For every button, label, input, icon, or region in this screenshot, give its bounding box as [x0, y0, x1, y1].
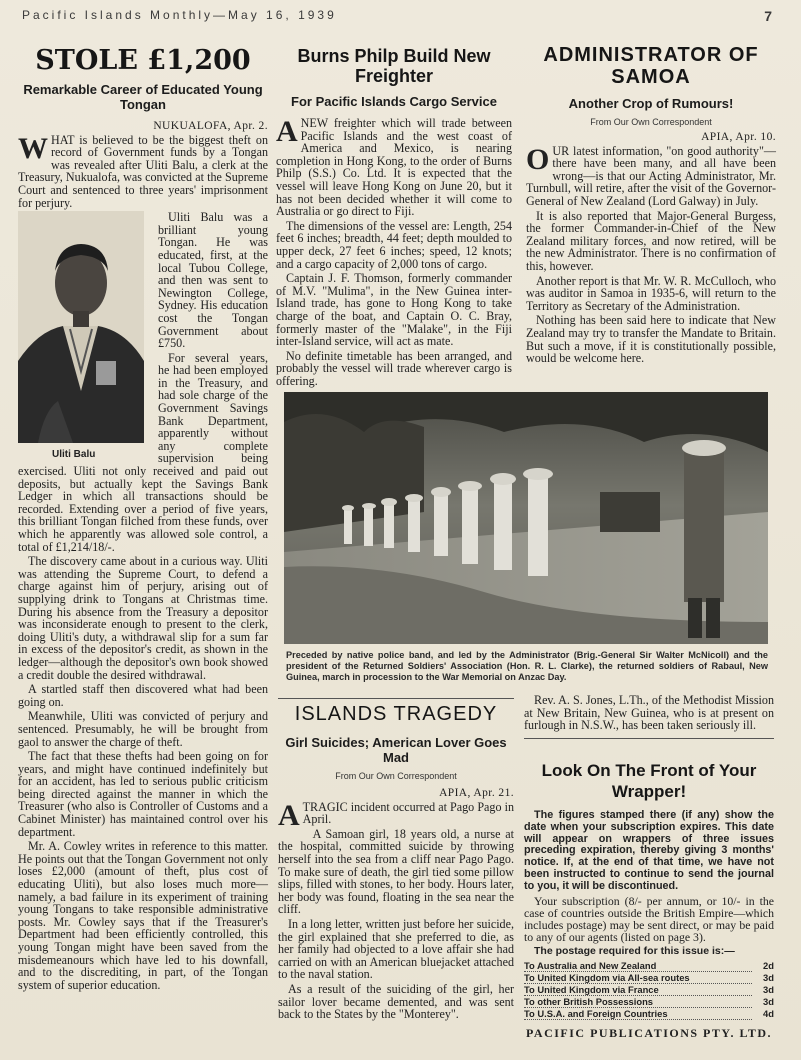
subhead-stole: Remarkable Career of Educated Young Tongan	[23, 82, 263, 112]
headline-islands-tragedy: ISLANDS TRAGEDY	[294, 703, 498, 725]
paragraph: Nothing has been said here to indicate that New Zealand may try to transfer the Mandate to Britain. But such a move, if it is constitutionally possible, would be welcome here.	[526, 313, 776, 366]
paragraph: The dimensions of the vessel are: Length, 254 feet 6 inches; breadth, 44 feet; depth moulded to upper deck, 27 feet 6 inches; speed, 12 knots; and a cargo capacity of 2,000 tons of cargo.	[276, 218, 512, 271]
page-number: 7	[764, 8, 772, 24]
postage-destination: To U.S.A. and Foreign Countries	[524, 1007, 752, 1019]
postage-row	[524, 1007, 774, 1019]
paragraph: A Samoan girl, 18 years old, a nurse at the hospital, committed suicide by throwing herself into the sea from a cliff near Pago Pago. To make sure of death, the girl tied some pillow slips, filled with stones, to her body. Hours later, her body was found, floating in the sea near the cliff.	[278, 826, 514, 917]
dateline-nukualofa: NUKUALOFA, Apr. 2.	[153, 120, 268, 132]
postage-destination: To United Kingdom via France	[524, 983, 752, 995]
paragraph: As a result of the suiciding of the girl, her sailor lover became demented, and was sent back to the States by the "Monterey".	[278, 981, 514, 1022]
postage-destination: To United Kingdom via All-sea routes	[524, 971, 752, 983]
dateline-apia: APIA, Apr. 21.	[439, 787, 514, 799]
subhead-administrator: Another Crop of Rumours!	[568, 96, 734, 111]
procession-image	[284, 392, 768, 644]
portrait-caption: Uliti Balu	[52, 448, 96, 460]
publisher-name: PACIFIC PUBLICATIONS PTY. LTD.	[525, 1025, 773, 1040]
photo-caption: Preceded by native police band, and led by the Administrator (Brig.-General Sir Walter McNicoll) and the president of the Returned Soldiers' Association (Hon. R. L. Clarke), the returned soldiers of Rabaul, New Guinea, march in procession to the War Memorial on Anzac Day.	[286, 650, 768, 682]
correspondent-credit: From Our Own Correspondent	[590, 117, 712, 127]
paragraph: The figures stamped there (if any) show the date when your subscription expires. This date will appear on wrappers of three issues preceding expiration, thereby giving 3 months' notice. If, at the end of that time, we have not been instructed to continue to send the journal to you, it will be discontinued.	[524, 809, 774, 892]
paragraph: For several years, he had been employed in the Treasury, and had sole charge of the Government Savings Bank Department, apparently without any complete supervision being exercised. Uliti not only received and paid out deposits, but actually kept the Savings Bank Ledger in which all transactions should be recorded. Extending over a period of five years, this brilliant Tongan filched from these funds, over which he apparently was allowed sole control, a total of £1,214/18/-.	[18, 350, 268, 554]
paragraph: The fact that these thefts had been going on for years, and might have continued indefinitely but for an accident, has led to serious public criticism being directed against the manner in which the Treasurer (who also is Controller of Customs and a Cabinet Minister) has maintained control over his department.	[18, 749, 268, 839]
postage-rate: 2d	[763, 959, 774, 971]
lead-paragraph: TRAGIC incident occurred at Pago Pago in April.	[302, 799, 514, 827]
divider	[524, 738, 774, 739]
postage-row	[524, 960, 774, 972]
subhead-burns-philp: For Pacific Islands Cargo Service	[291, 94, 497, 109]
postage-intro: The postage required for this issue is:—	[534, 945, 735, 958]
lead-paragraph: HAT is believed to be the biggest theft on record of Government funds by a Tongan was revealed after Uliti Balu, a clerk at the Treasury, Nukualofa, was convicted at the Supreme Court and sentenced to three years' imprisonment for perjury.	[18, 132, 268, 210]
postage-rate: 3d	[763, 995, 774, 1007]
paragraph: No definite timetable has been arranged, and probably the vessel will trade wherever cargo is offering.	[276, 348, 512, 388]
postage-row	[524, 983, 774, 995]
paragraph: Captain J. F. Thomson, formerly commander of M.V. "Mulima", in the New Guinea inter-Island trade, has gone to Hong Kong to take charge of the boat, and Captain O. C. Bray, formerly master of the "Malake", in the Fiji inter-Island service, will act as mate.	[276, 271, 512, 349]
lead-paragraph: NEW freighter which will trade between Pacific Islands and the west coast of America and Mexico, is nearing completion in Hong Kong, to the order of Burns Philp (S.S.) Co. Ltd. It is expected that the vessel will leave Hong Kong on June 20, but it has not been decided whether it will come to Australia or go direct to Fiji.	[276, 116, 512, 219]
postage-rate: 3d	[763, 971, 774, 983]
paragraph: Your subscription (8/- per annum, or 10/- in the case of countries outside the British Empire—which includes postage) may be sent direct, or may be paid to any of our agents (listed on page 3).	[524, 893, 774, 945]
paragraph: A startled staff then discovered what had been going on.	[18, 682, 268, 709]
postage-rate: 4d	[763, 1007, 774, 1019]
notice-wrapper	[524, 760, 774, 1041]
correspondent-credit: From Our Own Correspondent	[335, 771, 457, 781]
dropcap: W	[18, 131, 48, 165]
paragraph: Mr. A. Cowley writes in reference to this matter. He points out that the Tongan Government not only loses £2,000 (amount of theft, plus cost of educating Uliti), but also loses much more—namely, a bad failure in its experiment of training young Tongans to take responsible administrative posts. Mr. Cowley says that if the Treasurer's Department had been efficiently controlled, this young Tongan might have been saved from the misdemeanours which have led to his downfall, and to the discrediting, in part, of the Tongan system of superior education.	[18, 839, 268, 992]
postage-rate: 3d	[763, 983, 774, 995]
postage-row	[524, 971, 774, 983]
article-islands-tragedy	[278, 694, 514, 1023]
divider	[278, 698, 514, 699]
postage-table	[524, 960, 774, 1020]
portrait-uliti-balu	[18, 211, 152, 459]
paragraph: Meanwhile, Uliti was convicted of perjury and sentenced. Presumably, he will be brought from gaol to answer the charge of theft.	[18, 709, 268, 749]
headline-burns-philp: Burns Philp Build New Freighter	[297, 46, 491, 86]
paragraph: Another report is that Mr. W. R. McCulloch, who was auditor in Samoa in 1935-6, will return to the Territory as Secretary of the Administration.	[526, 273, 776, 313]
paragraph: It is also reported that Major-General Burgess, the former Commander-in-Chief of the New Zealand military forces, and now retired, will be the new Administrator. There is no confirmation of this, however.	[526, 208, 776, 273]
article-administrator	[526, 36, 776, 367]
subhead-islands-tragedy: Girl Suicides; American Lover Goes Mad	[285, 735, 507, 765]
portrait-photo	[18, 211, 144, 443]
running-head	[22, 8, 772, 30]
postage-destination: To Australia and New Zealand	[524, 960, 752, 972]
paragraph: In a long letter, written just before her suicide, the girl explained that she preferred to die, as her family had objected to a love affair she had carried on with an American bluejacket attached to the naval station.	[278, 916, 514, 982]
article-burns-philp	[276, 36, 512, 389]
dropcap: A	[278, 798, 300, 832]
lead-paragraph: UR latest information, "on good authority"—there have been many, and all have been wrong—is that our Acting Administrator, Mr. Turnbull, will retire, after the visit of the Governor-General of New Zealand (Lord Galway) in July.	[526, 143, 776, 208]
article-stole	[18, 36, 268, 993]
headline-wrapper: Look On The Front of Your Wrapper!	[541, 761, 757, 801]
anzac-procession-photo	[284, 392, 768, 644]
dropcap: O	[526, 142, 550, 176]
notice-rev-jones	[524, 694, 774, 743]
headline-stole: STOLE £1,200	[35, 45, 251, 76]
running-head-text: Pacific Islands Monthly—May 16, 1939	[22, 8, 337, 22]
paragraph: Rev. A. S. Jones, L.Th., of the Methodist Mission at New Britain, New Guinea, who is at present on furlough in N.S.W., has been taken seriously ill.	[524, 693, 774, 733]
postage-row	[524, 995, 774, 1007]
dropcap: A	[276, 115, 298, 148]
dateline-apia: APIA, Apr. 10.	[701, 131, 776, 143]
paragraph: The discovery came about in a curious way. Uliti was attending the Supreme Court, to defend a charge against him of perjury, arising out of supplying drink to Tongans at Christmas time. During his absence from the Treasury a depositor was inconsiderate enough to present to the clerk, doing Uliti's duty, a withdrawal slip for a sum far in excess of the depositor's credit, as shown in the ledger—although the depositor's own book showed a credit double the desired withdrawal.	[18, 554, 268, 682]
paragraph: Uliti Balu was a brilliant young Tongan. He was educated, first, at the local Tubou College, and then was sent to Newington College, Sydney. His education cost the Tongan Government about £750.	[158, 210, 268, 351]
postage-destination: To other British Possessions	[524, 995, 752, 1007]
headline-administrator: ADMINISTRATOR OF SAMOA	[543, 44, 759, 88]
